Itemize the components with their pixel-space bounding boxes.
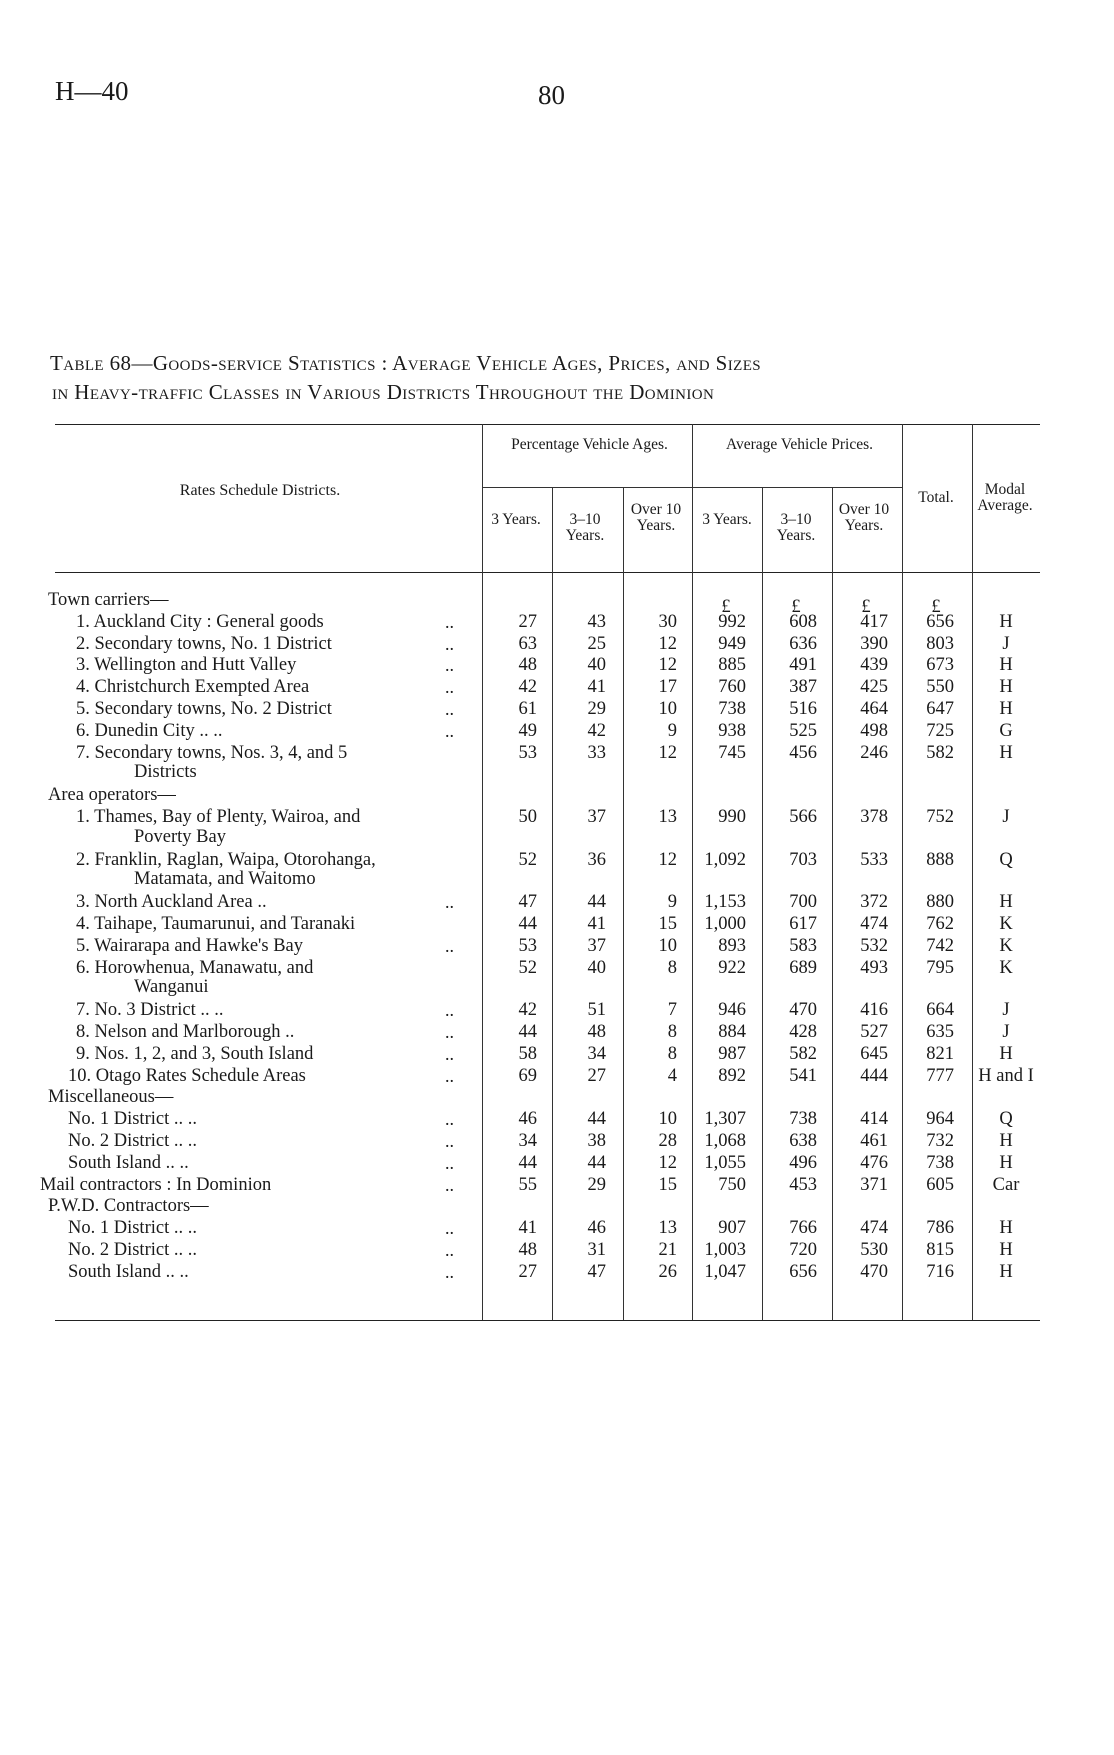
cell-modal: H: [999, 1131, 1013, 1151]
table-row: [0, 612, 1114, 634]
table-row: [0, 655, 1114, 677]
cell-value: 491: [789, 655, 817, 676]
section-heading: Miscellaneous—: [48, 1087, 174, 1108]
table-row: [0, 743, 1114, 765]
section-heading: Town carriers—: [48, 590, 169, 610]
cell-modal: Q: [999, 849, 1013, 870]
cell-value: 25: [587, 633, 606, 654]
cell-value: 725: [926, 720, 954, 741]
cell-value: 40: [587, 655, 606, 676]
cell-value: 1,153: [704, 892, 746, 913]
table-row: [0, 807, 1114, 829]
cell-value: 922: [718, 957, 746, 978]
cell-modal: H: [999, 1152, 1013, 1173]
cell-value: 964: [926, 1109, 954, 1130]
page-number: 80: [538, 80, 565, 110]
row-label: 3. North Auckland Area ..: [76, 892, 267, 913]
cell-value: 10: [658, 699, 677, 719]
header-average-prices: Average Vehicle Prices.: [725, 436, 874, 453]
row-label: 3. Wellington and Hutt Valley: [76, 655, 297, 676]
cell-value: 645: [860, 1043, 888, 1064]
cell-value: 439: [860, 655, 888, 676]
cell-value: 880: [926, 892, 954, 913]
cell-value: 48: [518, 655, 537, 676]
cell-modal: K: [999, 935, 1013, 956]
cell-value: 583: [789, 935, 817, 956]
row-label-continuation: Poverty Bay: [134, 826, 226, 847]
cell-value: 738: [926, 1152, 954, 1173]
cell-value: 12: [658, 742, 677, 763]
cell-value: 372: [860, 892, 888, 913]
cell-value: 762: [926, 914, 954, 934]
cell-value: 530: [860, 1240, 888, 1260]
table-row: [0, 1240, 1114, 1262]
cell-modal: H: [999, 699, 1013, 719]
table-row: [0, 850, 1114, 872]
header-percentage-ages: Percentage Vehicle Ages.: [511, 436, 668, 453]
cell-value: 738: [789, 1109, 817, 1130]
row-label: 10. Otago Rates Schedule Areas: [68, 1065, 306, 1086]
cell-value: 44: [518, 1022, 537, 1042]
cell-value: 44: [587, 1109, 606, 1130]
cell-modal: H: [999, 1261, 1013, 1282]
row-label: 1. Auckland City : General goods: [76, 611, 324, 632]
cell-value: 461: [860, 1131, 888, 1151]
cell-value: 636: [789, 633, 817, 654]
cell-value: 892: [718, 1065, 746, 1086]
cell-value: 533: [860, 849, 888, 870]
cell-value: 12: [658, 633, 677, 654]
row-label: 8. Nelson and Marlborough ..: [76, 1022, 295, 1042]
row-label: 4. Christchurch Exempted Area: [76, 677, 310, 698]
table-row: [0, 958, 1114, 980]
row-label: 1. Thames, Bay of Plenty, Wairoa, and: [76, 807, 361, 827]
row-label: South Island .. ..: [68, 1261, 189, 1282]
leader-dots: ..: [445, 720, 454, 741]
row-label: South Island .. ..: [68, 1152, 189, 1173]
cell-value: 474: [860, 914, 888, 934]
table-title-line-1: Table 68—Goods-service Statistics : Average Vehicle Ages, Prices, and Sizes: [50, 351, 762, 375]
row-label: 5. Secondary towns, No. 2 District: [76, 699, 332, 719]
header-pct-over-10-years: Over 10 Years.: [630, 501, 682, 534]
cell-value: 752: [926, 807, 954, 827]
cell-value: 10: [658, 1109, 677, 1130]
cell-value: 474: [860, 1218, 888, 1239]
cell-value: 907: [718, 1218, 746, 1239]
cell-value: 7: [667, 1000, 677, 1021]
cell-value: 37: [587, 807, 606, 827]
cell-value: 9: [667, 892, 677, 913]
table-row: [0, 1153, 1114, 1175]
cell-modal: H and I: [978, 1065, 1034, 1086]
row-label: 6. Dunedin City .. ..: [76, 720, 223, 741]
cell-value: 41: [518, 1218, 537, 1239]
cell-value: 656: [926, 611, 954, 632]
table-row: [0, 1022, 1114, 1044]
cell-value: 720: [789, 1240, 817, 1260]
cell-value: 9: [667, 720, 677, 741]
cell-value: 246: [860, 742, 888, 763]
cell-value: 29: [587, 1174, 606, 1195]
cell-value: 1,068: [704, 1131, 746, 1151]
cell-value: 689: [789, 957, 817, 978]
row-label: No. 2 District .. ..: [68, 1240, 197, 1260]
cell-value: 53: [518, 742, 537, 763]
cell-value: 1,047: [704, 1261, 746, 1282]
header-pct-3-years: 3 Years.: [491, 511, 541, 528]
cell-value: 949: [718, 633, 746, 654]
cell-modal: H: [999, 1240, 1013, 1260]
row-label-continuation: Matamata, and Waitomo: [134, 869, 316, 890]
cell-value: 1,092: [704, 849, 746, 870]
table-top-rule: [55, 424, 1040, 425]
cell-value: 893: [718, 935, 746, 956]
row-label: No. 1 District .. ..: [68, 1218, 197, 1239]
cell-value: 37: [587, 935, 606, 956]
cell-modal: H: [999, 677, 1013, 698]
cell-value: 34: [518, 1131, 537, 1151]
cell-value: 498: [860, 720, 888, 741]
cell-value: 43: [587, 611, 606, 632]
header-pct-3-10-years: 3–10 Years.: [565, 511, 605, 544]
cell-value: 938: [718, 720, 746, 741]
cell-value: 30: [658, 611, 677, 632]
cell-modal: K: [999, 957, 1013, 978]
cell-value: 635: [926, 1022, 954, 1042]
table-row: [0, 1044, 1114, 1066]
cell-value: 795: [926, 957, 954, 978]
cell-value: 55: [518, 1174, 537, 1195]
cell-value: 516: [789, 699, 817, 719]
cell-value: 884: [718, 1022, 746, 1042]
row-label: 4. Taihape, Taumarunui, and Taranaki: [76, 914, 356, 934]
header-total: Total.: [918, 489, 954, 506]
cell-value: 716: [926, 1261, 954, 1282]
table-row-continuation: [0, 762, 1114, 784]
cell-modal: H: [999, 611, 1013, 632]
cell-value: 821: [926, 1043, 954, 1064]
cell-value: 1,307: [704, 1109, 746, 1130]
cell-modal: Q: [999, 1109, 1013, 1130]
cell-value: 40: [587, 957, 606, 978]
cell-value: 464: [860, 699, 888, 719]
cell-value: 703: [789, 849, 817, 870]
cell-value: 51: [587, 1000, 606, 1021]
table-row: [0, 914, 1114, 936]
leader-dots: ..: [445, 1043, 454, 1064]
cell-value: 638: [789, 1131, 817, 1151]
cell-value: 13: [658, 807, 677, 827]
cell-value: 44: [518, 1152, 537, 1173]
row-label-continuation: Wanganui: [134, 977, 209, 998]
currency-symbol: £: [791, 597, 801, 617]
leader-dots: ..: [445, 1261, 454, 1282]
leader-dots: ..: [445, 677, 454, 698]
cell-modal: J: [1002, 1022, 1010, 1042]
table-row: [0, 936, 1114, 958]
table-row: [0, 892, 1114, 914]
cell-modal: H: [999, 655, 1013, 676]
cell-value: 33: [587, 742, 606, 763]
cell-value: 888: [926, 849, 954, 870]
cell-value: 8: [667, 1043, 677, 1064]
table-row: [0, 721, 1114, 743]
cell-value: 470: [789, 1000, 817, 1021]
cell-modal: H: [999, 1218, 1013, 1239]
cell-value: 69: [518, 1065, 537, 1086]
header-price-over-10-years: Over 10 Years.: [838, 501, 890, 534]
cell-value: 1,000: [704, 914, 746, 934]
cell-value: 4: [667, 1065, 677, 1086]
cell-value: 36: [587, 849, 606, 870]
cell-value: 550: [926, 677, 954, 698]
leader-dots: ..: [445, 1065, 454, 1086]
cell-value: 44: [587, 892, 606, 913]
cell-value: 46: [587, 1218, 606, 1239]
leader-dots: ..: [445, 1022, 454, 1042]
cell-value: 803: [926, 633, 954, 654]
header-price-3-10-years: 3–10 Years.: [776, 511, 816, 544]
header-modal-average: Modal Average.: [977, 481, 1033, 514]
table-row: [0, 1066, 1114, 1088]
cell-value: 417: [860, 611, 888, 632]
cell-value: 885: [718, 655, 746, 676]
cell-value: 453: [789, 1174, 817, 1195]
row-label: 2. Secondary towns, No. 1 District: [76, 633, 332, 654]
cell-value: 566: [789, 807, 817, 827]
leader-dots: ..: [445, 1109, 454, 1130]
cell-modal: J: [1002, 633, 1010, 654]
table-row: [0, 1218, 1114, 1240]
cell-value: 371: [860, 1174, 888, 1195]
cell-modal: J: [1002, 1000, 1010, 1021]
cell-value: 414: [860, 1109, 888, 1130]
cell-value: 58: [518, 1043, 537, 1064]
cell-value: 8: [667, 1022, 677, 1042]
table-row-continuation: [0, 977, 1114, 999]
cell-value: 29: [587, 699, 606, 719]
currency-symbol: £: [721, 597, 731, 617]
leader-dots: ..: [445, 1218, 454, 1239]
cell-value: 605: [926, 1174, 954, 1195]
table-row: [0, 1131, 1114, 1153]
cell-value: 992: [718, 611, 746, 632]
table-row-continuation: [0, 827, 1114, 849]
cell-value: 425: [860, 677, 888, 698]
cell-modal: J: [1002, 807, 1010, 827]
cell-value: 742: [926, 935, 954, 956]
cell-value: 444: [860, 1065, 888, 1086]
row-label-continuation: Districts: [134, 762, 197, 783]
cell-value: 946: [718, 1000, 746, 1021]
page-reference: H—40: [55, 76, 129, 106]
cell-value: 50: [518, 807, 537, 827]
section-heading: P.W.D. Contractors—: [48, 1196, 209, 1217]
cell-value: 27: [518, 1261, 537, 1282]
cell-modal: Car: [992, 1174, 1020, 1195]
table-title-line-2: in Heavy-traffic Classes in Various Districts Throughout the Dominion: [52, 380, 715, 404]
cell-value: 673: [926, 655, 954, 676]
cell-value: 34: [587, 1043, 606, 1064]
cell-value: 656: [789, 1261, 817, 1282]
cell-value: 48: [587, 1022, 606, 1042]
cell-value: 28: [658, 1131, 677, 1151]
cell-value: 38: [587, 1131, 606, 1151]
cell-value: 27: [587, 1065, 606, 1086]
cell-value: 31: [587, 1240, 606, 1260]
cell-value: 63: [518, 633, 537, 654]
currency-symbol: £: [861, 597, 871, 617]
table-row: [0, 677, 1114, 699]
cell-value: 496: [789, 1152, 817, 1173]
cell-value: 387: [789, 677, 817, 698]
cell-value: 48: [518, 1240, 537, 1260]
cell-value: 47: [587, 1261, 606, 1282]
leader-dots: ..: [445, 1000, 454, 1021]
cell-value: 647: [926, 699, 954, 719]
leader-dots: ..: [445, 1152, 454, 1173]
leader-dots: ..: [445, 633, 454, 654]
cell-value: 456: [789, 742, 817, 763]
cell-value: 617: [789, 914, 817, 934]
leader-dots: ..: [445, 1174, 454, 1195]
table-bottom-rule: [55, 1320, 1040, 1321]
cell-value: 10: [658, 935, 677, 956]
cell-value: 745: [718, 742, 746, 763]
cell-value: 476: [860, 1152, 888, 1173]
cell-value: 61: [518, 699, 537, 719]
leader-dots: ..: [445, 655, 454, 676]
cell-value: 390: [860, 633, 888, 654]
cell-value: 42: [587, 720, 606, 741]
cell-modal: K: [999, 914, 1013, 934]
cell-value: 49: [518, 720, 537, 741]
table-row: [0, 1000, 1114, 1022]
leader-dots: ..: [445, 699, 454, 719]
leader-dots: ..: [445, 1240, 454, 1260]
cell-modal: H: [999, 1043, 1013, 1064]
cell-value: 815: [926, 1240, 954, 1260]
cell-value: 42: [518, 1000, 537, 1021]
cell-value: 664: [926, 1000, 954, 1021]
cell-value: 41: [587, 914, 606, 934]
leader-dots: ..: [445, 935, 454, 956]
cell-value: 21: [658, 1240, 677, 1260]
cell-value: 582: [926, 742, 954, 763]
cell-value: 738: [718, 699, 746, 719]
cell-value: 41: [587, 677, 606, 698]
cell-value: 416: [860, 1000, 888, 1021]
table-row: [0, 1109, 1114, 1131]
cell-value: 608: [789, 611, 817, 632]
cell-value: 777: [926, 1065, 954, 1086]
cell-value: 732: [926, 1131, 954, 1151]
table-header-rule: [55, 572, 1040, 573]
cell-value: 760: [718, 677, 746, 698]
cell-value: 525: [789, 720, 817, 741]
row-label: No. 1 District .. ..: [68, 1109, 197, 1130]
row-label: 2. Franklin, Raglan, Waipa, Otorohanga,: [76, 849, 376, 870]
cell-value: 541: [789, 1065, 817, 1086]
cell-value: 47: [518, 892, 537, 913]
table-row: [0, 1175, 1114, 1197]
cell-value: 12: [658, 849, 677, 870]
cell-value: 26: [658, 1261, 677, 1282]
cell-value: 17: [658, 677, 677, 698]
cell-value: 44: [518, 914, 537, 934]
cell-value: 470: [860, 1261, 888, 1282]
cell-value: 532: [860, 935, 888, 956]
cell-value: 13: [658, 1218, 677, 1239]
row-label: 7. Secondary towns, Nos. 3, 4, and 5: [76, 742, 348, 763]
cell-value: 15: [658, 1174, 677, 1195]
cell-value: 1,003: [704, 1240, 746, 1260]
cell-value: 700: [789, 892, 817, 913]
table-row: [0, 634, 1114, 656]
cell-value: 493: [860, 957, 888, 978]
row-label: 6. Horowhenua, Manawatu, and: [76, 957, 314, 978]
table-title: [50, 349, 1040, 407]
table-row-continuation: [0, 869, 1114, 891]
row-label: No. 2 District .. ..: [68, 1131, 197, 1151]
section-heading: Area operators—: [48, 785, 176, 806]
currency-symbol: £: [931, 597, 941, 617]
row-label: 5. Wairarapa and Hawke's Bay: [76, 935, 304, 956]
cell-value: 46: [518, 1109, 537, 1130]
cell-modal: G: [999, 720, 1013, 741]
cell-value: 15: [658, 914, 677, 934]
cell-value: 52: [518, 957, 537, 978]
cell-modal: H: [999, 742, 1013, 763]
cell-value: 527: [860, 1022, 888, 1042]
cell-value: 766: [789, 1218, 817, 1239]
cell-value: 27: [518, 611, 537, 632]
leader-dots: ..: [445, 1131, 454, 1151]
cell-value: 987: [718, 1043, 746, 1064]
cell-value: 44: [587, 1152, 606, 1173]
row-label: 7. No. 3 District .. ..: [76, 1000, 224, 1021]
cell-value: 53: [518, 935, 537, 956]
cell-value: 750: [718, 1174, 746, 1195]
cell-value: 428: [789, 1022, 817, 1042]
cell-value: 12: [658, 655, 677, 676]
cell-value: 8: [667, 957, 677, 978]
cell-value: 786: [926, 1218, 954, 1239]
row-label: Mail contractors : In Dominion: [40, 1174, 272, 1195]
cell-value: 990: [718, 807, 746, 827]
leader-dots: ..: [445, 611, 454, 632]
cell-value: 42: [518, 677, 537, 698]
cell-value: 378: [860, 807, 888, 827]
leader-dots: ..: [445, 892, 454, 913]
cell-value: 1,055: [704, 1152, 746, 1173]
header-price-3-years: 3 Years.: [702, 511, 752, 528]
cell-value: 582: [789, 1043, 817, 1064]
cell-modal: H: [999, 892, 1013, 913]
table-row: [0, 1262, 1114, 1284]
cell-value: 12: [658, 1152, 677, 1173]
header-districts: Rates Schedule Districts.: [179, 482, 341, 499]
cell-value: 52: [518, 849, 537, 870]
row-label: 9. Nos. 1, 2, and 3, South Island: [76, 1043, 314, 1064]
table-row: [0, 699, 1114, 721]
